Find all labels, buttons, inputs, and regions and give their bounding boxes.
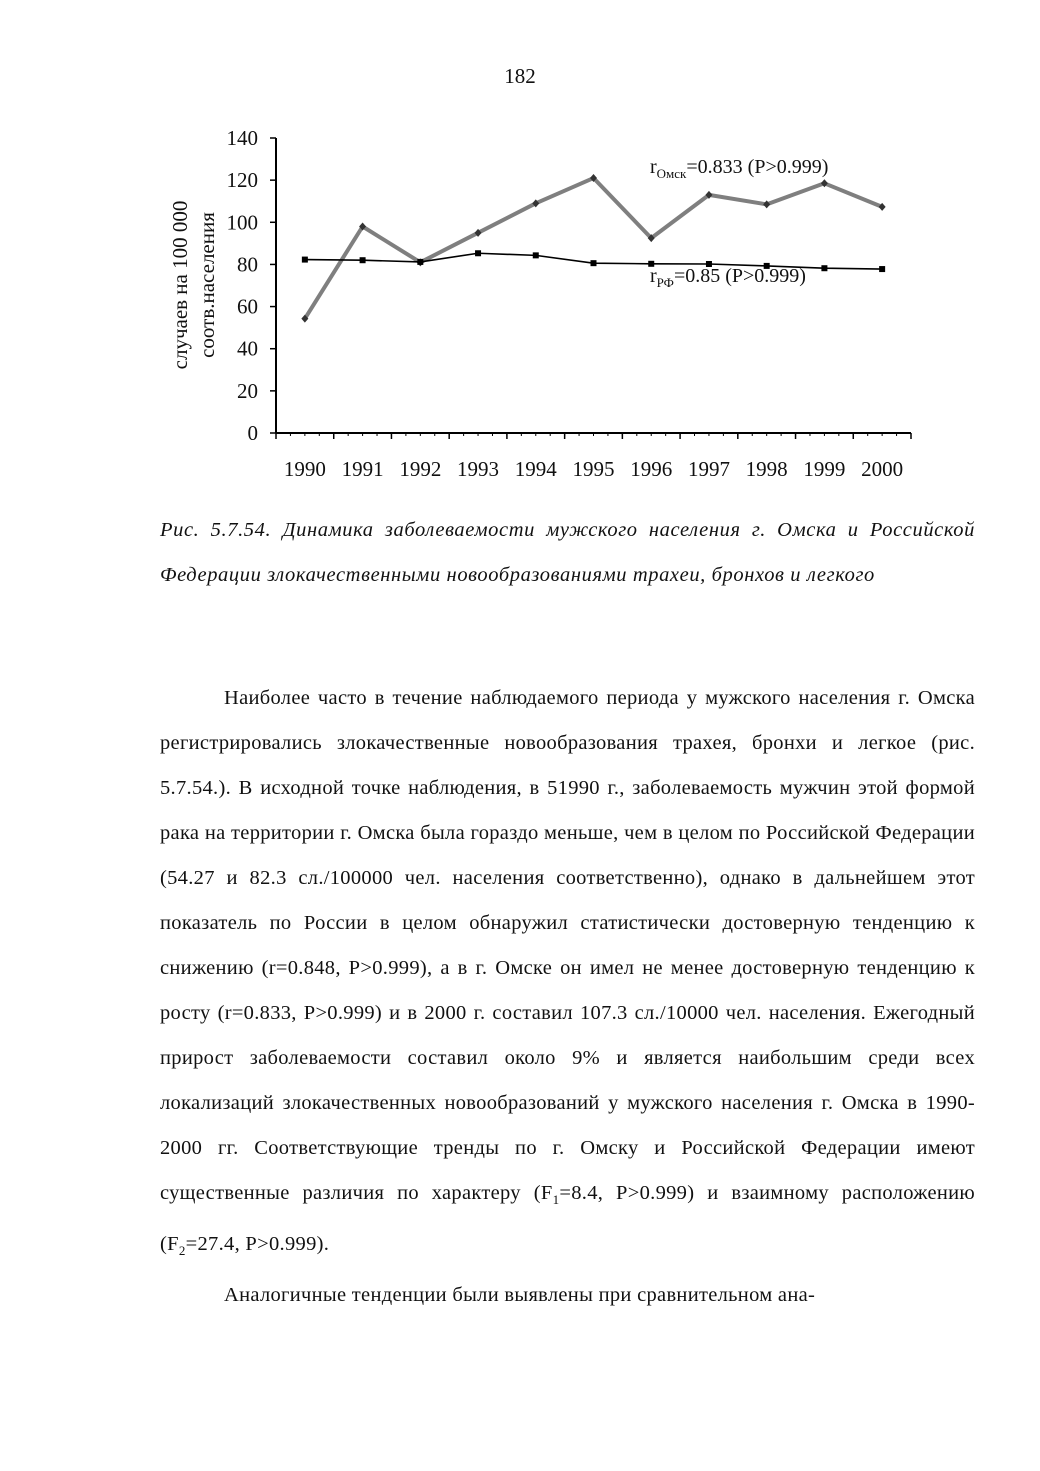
x-tick-label: 1997 <box>687 457 730 481</box>
y-axis-label <box>168 201 219 370</box>
data-point <box>417 259 423 265</box>
chart-axes <box>276 138 911 433</box>
y-tick-label: 120 <box>226 168 258 193</box>
y-tick-label: 0 <box>247 421 258 445</box>
series-annotation: $r_{Омск}=0.833$ (P>0.999) <box>650 156 829 181</box>
y-tick-label: 40 <box>237 336 258 361</box>
f1-text: =8.4, P>0.999) и взаимному расположению (F <box>160 1182 975 1256</box>
data-point <box>591 260 597 266</box>
x-tick-label: 1990 <box>283 457 326 481</box>
x-tick-label: 2000 <box>861 457 904 481</box>
line-chart <box>0 0 1040 500</box>
y-tick-label: 20 <box>237 378 258 403</box>
body-text <box>160 676 975 1318</box>
y-axis-label-line1: случаев на 100 000 <box>168 200 192 370</box>
data-point <box>475 250 481 256</box>
paragraph-2: Аналогичные тенденции были выявлены при сравнительном ана- <box>224 1284 816 1307</box>
data-point <box>533 252 539 258</box>
paragraph-1 <box>160 676 975 1273</box>
page-number: 182 <box>504 64 536 88</box>
y-ticks <box>227 126 277 445</box>
y-axis-label-line2: соотв.населения <box>195 212 219 358</box>
y-tick-label: 60 <box>237 294 258 319</box>
f1-subscript: 1 <box>552 1192 560 1208</box>
x-tick-label: 1994 <box>514 457 557 481</box>
y-tick-label: 80 <box>237 252 258 277</box>
y-tick-label: 100 <box>226 210 258 235</box>
data-point <box>879 266 885 272</box>
chart-annotations <box>650 156 828 290</box>
series-line-0 <box>305 178 882 319</box>
x-tick-label: 1995 <box>572 457 615 481</box>
x-tick-label: 1998 <box>745 457 788 481</box>
data-point <box>302 257 308 263</box>
x-ticks <box>276 433 911 481</box>
x-tick-label: 1992 <box>399 457 442 481</box>
chart-lines <box>301 174 885 323</box>
paragraph-1-text: Наиболее часто в течение наблюдаемого периода у мужского населения г. Омска регистрировались злокачественные новообразования трахея, бронхи и легкое (рис. 5.7.54.). В исходной точке наблюдения, в 51990 г., заболеваемость мужчин этой формой рака на территории г. Омска была гораздо меньше, чем в целом по Российской Федерации (54.27 и 82.3 сл./100000 чел. населения соответственно), однако в дальнейшем этот показатель по России в целом обнаружил статистически достоверную тенденцию к снижению (r=0.848, P>0.999), а в г. Омске он имел не менее достоверную тенденцию к росту (r=0.833, P>0.999) и в 2000 г. составил 107.3 сл./10000 чел. населения. Ежегодный прирост заболеваемости составил около 9% и является наибольшим среди всех локализаций злокачественных новообразований у мужского населения г. Омска в 1990-2000 гг. Соответствующие тренды по г. Омску и Российской Федерации имеют существенные различия по характеру (F <box>160 687 975 1204</box>
x-tick-label: 1996 <box>630 457 673 481</box>
x-tick-label: 1993 <box>457 457 500 481</box>
f2-subscript: 2 <box>178 1243 186 1259</box>
data-point <box>821 265 827 271</box>
x-tick-label: 1991 <box>341 457 384 481</box>
series-annotation: $r_{РФ}=0.85$ (P>0.999) <box>650 265 806 290</box>
f2-text: =27.4, P>0.999). <box>185 1233 330 1256</box>
y-tick-label: 140 <box>226 126 258 150</box>
x-tick-label: 1999 <box>803 457 846 481</box>
data-point <box>360 257 366 263</box>
figure-caption: Рис. 5.7.54. Динамика заболеваемости мужского населения г. Омска и Российской Федерации злокачественными новообразованиями трахеи, бронхов и легкого <box>160 519 975 586</box>
